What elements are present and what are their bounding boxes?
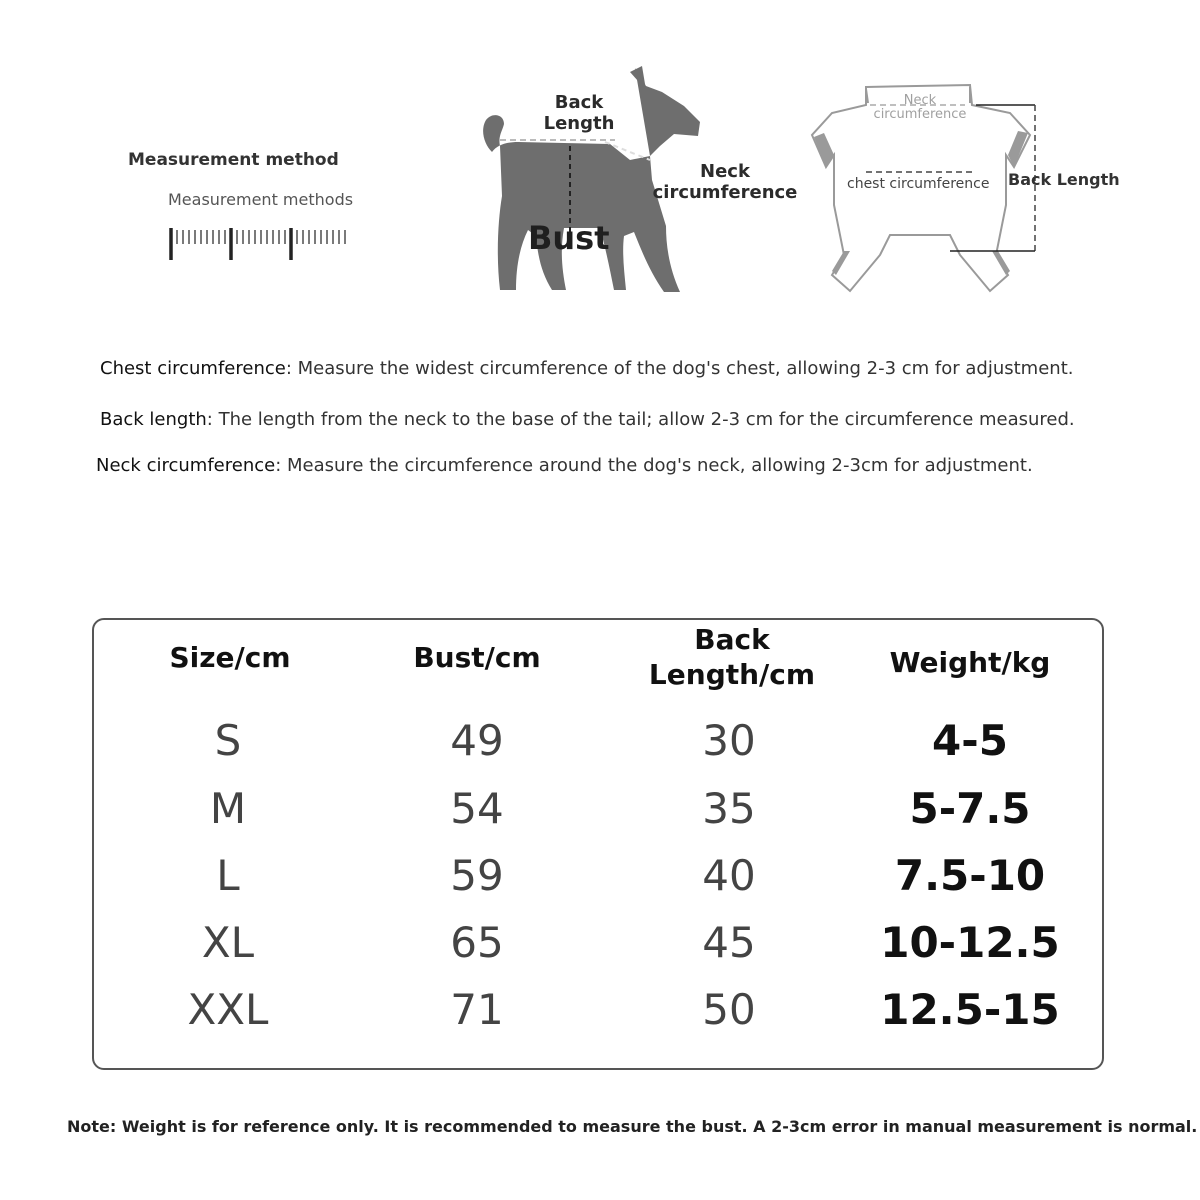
header-back-length: Back Length/cm xyxy=(648,623,816,691)
cell-weight: 7.5-10 xyxy=(894,851,1046,900)
measurement-method-title: Measurement method xyxy=(128,150,339,170)
dog-neck-circumference-label: Neck circumference xyxy=(652,161,798,203)
dog-back-length-label: Back Length xyxy=(543,92,615,134)
cell-size: M xyxy=(209,784,247,833)
cell-weight: 4-5 xyxy=(932,716,1008,765)
description-neck: Neck circumference: Measure the circumference around the dog's neck, allowing 2-3cm for adjustment. xyxy=(96,455,1033,476)
cell-bust: 49 xyxy=(450,716,504,765)
cell-bust: 54 xyxy=(450,784,504,833)
cell-size: L xyxy=(216,851,240,900)
garment-back-length-label: Back Length xyxy=(1008,170,1120,189)
cell-back: 30 xyxy=(702,716,756,765)
cell-weight: 12.5-15 xyxy=(880,985,1060,1034)
cell-back: 50 xyxy=(702,985,756,1034)
cell-weight: 10-12.5 xyxy=(880,918,1060,967)
garment-chest-label: chest circumference xyxy=(847,176,990,192)
cell-back: 40 xyxy=(702,851,756,900)
cell-size: XL xyxy=(201,918,255,967)
description-back-length: Back length: The length from the neck to the base of the tail; allow 2-3 cm for the circumference measured. xyxy=(100,409,1075,430)
ruler-icon xyxy=(165,222,365,264)
header-size: Size/cm xyxy=(169,641,291,674)
header-weight: Weight/kg xyxy=(889,646,1051,679)
cell-weight: 5-7.5 xyxy=(909,784,1031,833)
cell-bust: 59 xyxy=(450,851,504,900)
cell-bust: 71 xyxy=(450,985,504,1034)
description-chest: Chest circumference: Measure the widest circumference of the dog's chest, allowing 2-3 cm for adjustment. xyxy=(100,358,1074,379)
cell-back: 45 xyxy=(702,918,756,967)
garment-neck-label: Neck circumference xyxy=(873,93,967,123)
cell-size: S xyxy=(214,716,242,765)
cell-size: XXL xyxy=(187,985,269,1034)
cell-back: 35 xyxy=(702,784,756,833)
dog-bust-label: Bust xyxy=(528,219,610,257)
header-bust: Bust/cm xyxy=(413,641,541,674)
cell-bust: 65 xyxy=(450,918,504,967)
note-text: Note: Weight is for reference only. It is recommended to measure the bust. A 2-3cm error in manual measurement is normal. xyxy=(67,1117,1198,1136)
measurement-method-subtitle: Measurement methods xyxy=(168,190,354,209)
